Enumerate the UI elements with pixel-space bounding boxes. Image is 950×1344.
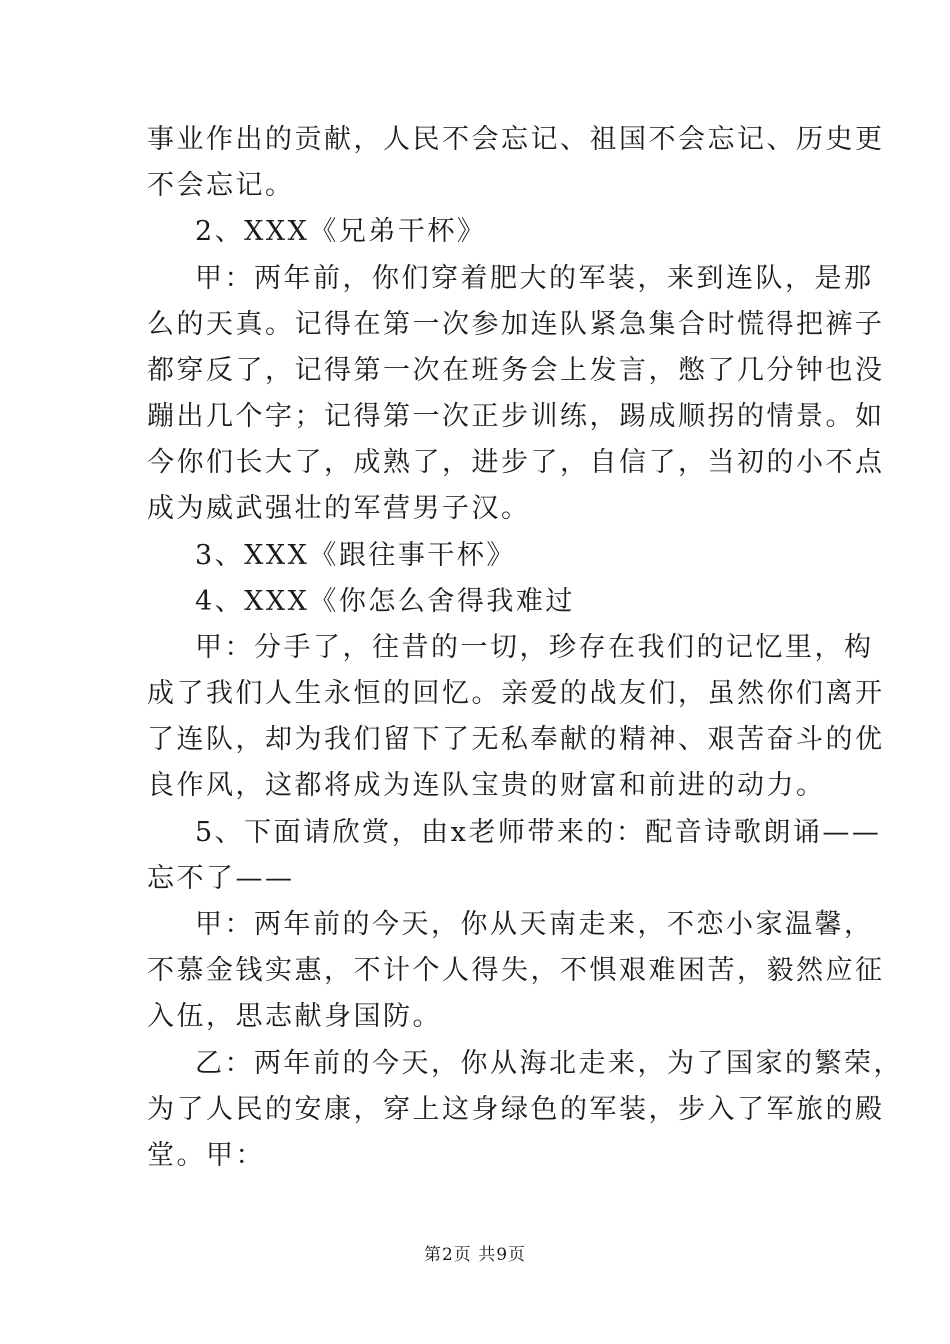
text-line: 蹦出几个字；记得第一次正步训练，踢成顺拐的情景。如 [147,401,885,432]
text-line: 堂。甲： [147,1140,265,1171]
text-line: 今你们长大了，成熟了，进步了，自信了，当初的小不点 [147,447,885,478]
text-line: 都穿反了，记得第一次在班务会上发言，憋了几分钟也没 [147,355,885,386]
paragraph-start: 甲：分手了，往昔的一切，珍存在我们的记忆里，构 [195,632,874,663]
text-line: 不会忘记。 [147,170,295,201]
text-line: 了连队，却为我们留下了无私奉献的精神、艰苦奋斗的优 [147,724,885,755]
text-line: 么的天真。记得在第一次参加连队紧急集合时慌得把裤子 [147,309,885,340]
paragraph-start: 乙：两年前的今天，你从海北走来，为了国家的繁荣， [195,1048,903,1079]
text-line: 事业作出的贡献，人民不会忘记、祖国不会忘记、历史更 [147,124,885,155]
list-item-heading: 4、XXX《你怎么舍得我难过 [195,586,575,617]
text-line: 成了我们人生永恒的回忆。亲爱的战友们，虽然你们离开 [147,678,885,709]
text-line: 成为威武强壮的军营男子汉。 [147,493,531,524]
list-item-heading: 3、XXX《跟往事干杯》 [195,540,516,571]
text-line: 忘不了—— [147,863,295,894]
text-line: 不慕金钱实惠，不计个人得失，不惧艰难困苦，毅然应征 [147,955,885,986]
text-line: 入伍，思志献身国防。 [147,1001,442,1032]
page-number-footer: 第2页 共9页 [423,1245,527,1265]
paragraph-start: 甲：两年前的今天，你从天南走来，不恋小家温馨， [195,909,874,940]
text-line: 良作风，这都将成为连队宝贵的财富和前进的动力。 [147,770,826,801]
text-line: 为了人民的安康，穿上这身绿色的军装，步入了军旅的殿 [147,1094,885,1125]
list-item-heading: 5、下面请欣赏，由x老师带来的：配音诗歌朗诵—— [195,817,882,848]
paragraph-start: 甲：两年前，你们穿着肥大的军装，来到连队，是那 [195,263,874,294]
list-item-heading: 2、XXX《兄弟干杯》 [195,216,487,247]
